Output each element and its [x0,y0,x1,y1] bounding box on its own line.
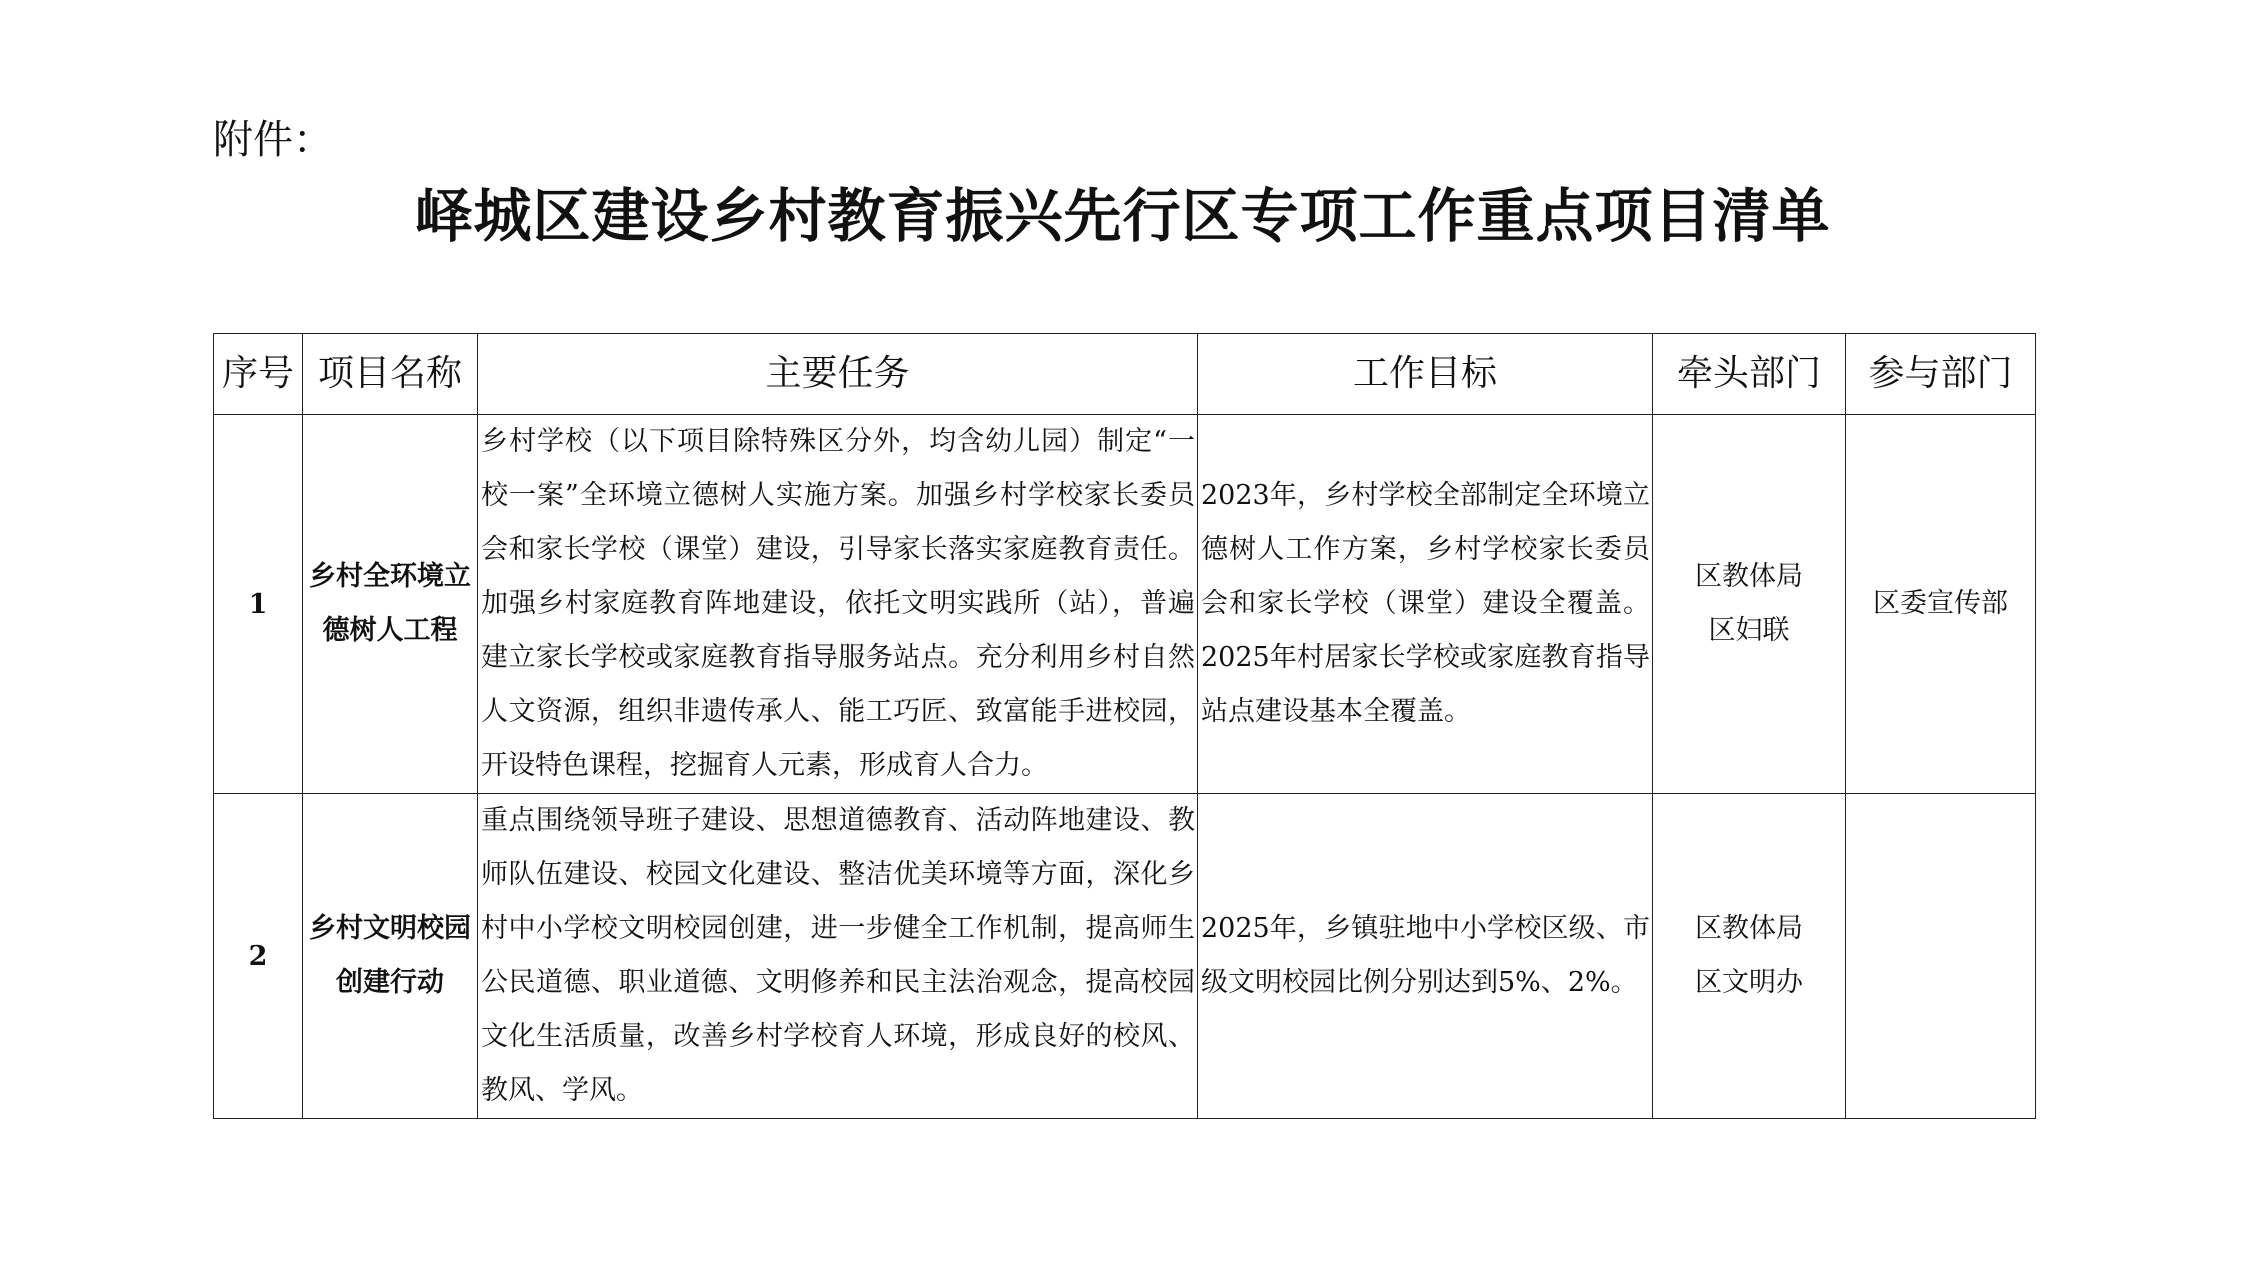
row-main-tasks: 重点围绕领导班子建设、思想道德教育、活动阵地建设、教师队伍建设、校园文化建设、整洁优美环境等方面，深化乡村中小学校文明校园创建，进一步健全工作机制，提高师生公民道德、职业道德、文明修养和民主法治观念，提高校园文化生活质量，改善乡村学校育人环境，形成良好的校风、教风、学风。 [478,794,1198,1119]
row-participating-departments [1846,794,2036,1119]
header-main-tasks: 主要任务 [478,334,1198,415]
header-num: 序号 [214,334,303,415]
row-work-goals: 2025年，乡镇驻地中小学校区级、市级文明校园比例分别达到5%、2%。 [1198,794,1653,1119]
project-list-table [213,333,2036,1119]
row-lead-department [1653,794,1846,1119]
row-num: 2 [214,794,303,1119]
row-project-name [303,794,478,1119]
row-work-goals: 2023年，乡村学校全部制定全环境立德树人工作方案，乡村学校家长委员会和家长学校（课堂）建设全覆盖。2025年村居家长学校或家庭教育指导站点建设基本全覆盖。 [1198,415,1653,794]
row-participating-departments: 区委宣传部 [1846,415,2036,794]
row-project-name [303,415,478,794]
row-lead-department [1653,415,1846,794]
document-title: 峄城区建设乡村教育振兴先行区专项工作重点项目清单 [414,182,1831,250]
project-name-line: 乡村全环境立 [309,561,471,592]
table-header-row [214,334,2036,415]
table-row [214,794,2036,1119]
lead-department-line: 区妇联 [1708,615,1790,646]
attachment-label: 附件： [213,117,333,163]
lead-department-line: 区教体局 [1695,561,1803,592]
lead-department-line: 区文明办 [1695,967,1803,998]
header-work-goals: 工作目标 [1198,334,1653,415]
project-name-line: 德树人工程 [322,615,458,646]
project-name-line: 创建行动 [336,967,444,998]
header-lead-department: 牵头部门 [1653,334,1846,415]
project-name-line: 乡村文明校园 [309,913,471,944]
header-project-name: 项目名称 [303,334,478,415]
header-participating-departments: 参与部门 [1846,334,2036,415]
table-row [214,415,2036,794]
row-main-tasks: 乡村学校（以下项目除特殊区分外，均含幼儿园）制定“一校一案”全环境立德树人实施方案。加强乡村学校家长委员会和家长学校（课堂）建设，引导家长落实家庭教育责任。加强乡村家庭教育阵地建设，依托文明实践所（站），普遍建立家长学校或家庭教育指导服务站点。充分利用乡村自然人文资源，组织非遗传承人、能工巧匠、致富能手进校园，开设特色课程，挖掘育人元素，形成育人合力。 [478,415,1198,794]
lead-department-line: 区教体局 [1695,913,1803,944]
row-num: 1 [214,415,303,794]
